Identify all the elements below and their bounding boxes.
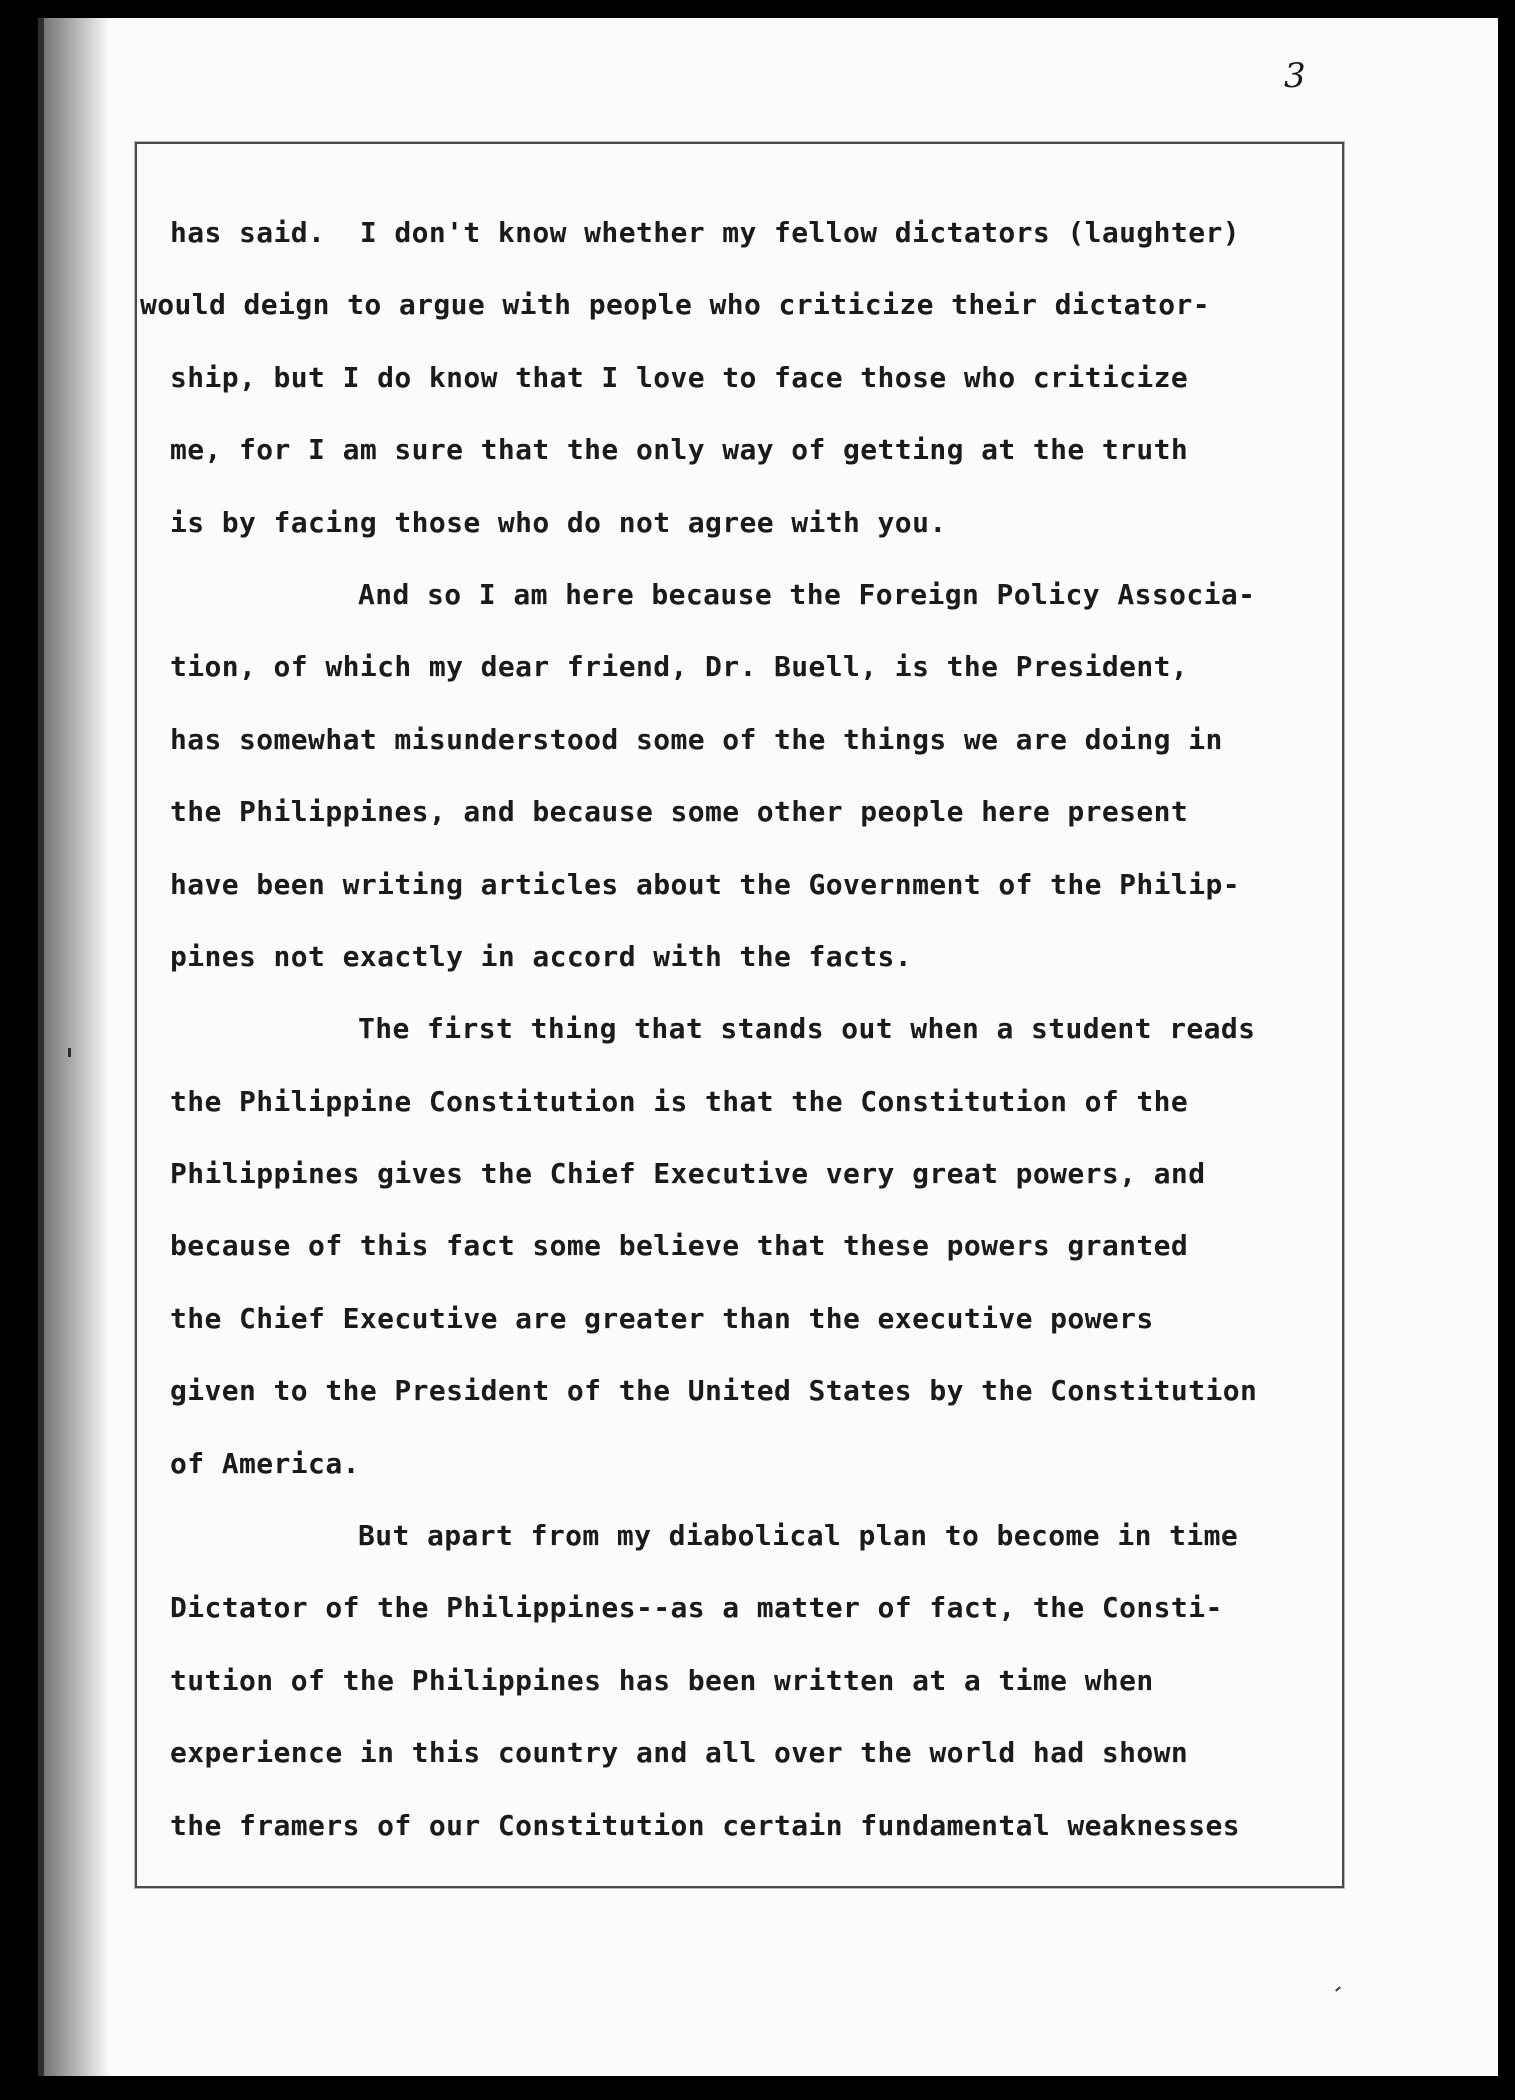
text-line: the framers of our Constitution certain fundamental weaknesses xyxy=(170,1808,1240,1842)
text-line: of America. xyxy=(170,1446,360,1480)
text-line: Philippines gives the Chief Executive very great powers, and xyxy=(170,1157,1206,1191)
typewritten-body xyxy=(140,204,1355,1869)
text-line: Dictator of the Philippines--as a matter of fact, the Consti- xyxy=(170,1591,1223,1625)
text-line: tion, of which my dear friend, Dr. Buell, is the President, xyxy=(170,650,1189,684)
text-line: given to the President of the United States by the Constitution xyxy=(170,1374,1258,1408)
binding-shadow xyxy=(38,18,110,2076)
page-number: 3 xyxy=(1284,56,1306,96)
text-line: is by facing those who do not agree with you. xyxy=(170,505,947,539)
paragraph-start-line: But apart from my diabolical plan to become in time xyxy=(358,1519,1239,1553)
text-line: experience in this country and all over the world had shown xyxy=(170,1736,1189,1770)
paragraph-start-line: The first thing that stands out when a student reads xyxy=(358,1012,1256,1046)
text-line: pines not exactly in accord with the facts. xyxy=(170,939,913,973)
text-line: the Philippines, and because some other people here present xyxy=(170,795,1189,829)
text-line: has somewhat misunderstood some of the things we are doing in xyxy=(170,722,1223,756)
text-line: the Philippine Constitution is that the Constitution of the xyxy=(170,1084,1189,1118)
paragraph-start-line: And so I am here because the Foreign Policy Associa- xyxy=(358,577,1256,611)
text-line: the Chief Executive are greater than the executive powers xyxy=(170,1301,1154,1335)
text-line: me, for I am sure that the only way of getting at the truth xyxy=(170,433,1189,467)
text-line: because of this fact some believe that these powers granted xyxy=(170,1229,1189,1263)
text-line: tution of the Philippines has been written at a time when xyxy=(170,1663,1154,1697)
text-line: have been writing articles about the Government of the Philip- xyxy=(170,867,1240,901)
text-line: would deign to argue with people who criticize their dictator- xyxy=(140,288,1210,322)
text-line: ship, but I do know that I love to face those who criticize xyxy=(170,360,1189,394)
text-line: has said. I don't know whether my fellow dictators (laughter) xyxy=(170,216,1240,249)
scan-speck xyxy=(68,1048,71,1057)
page-edge xyxy=(38,18,44,2076)
